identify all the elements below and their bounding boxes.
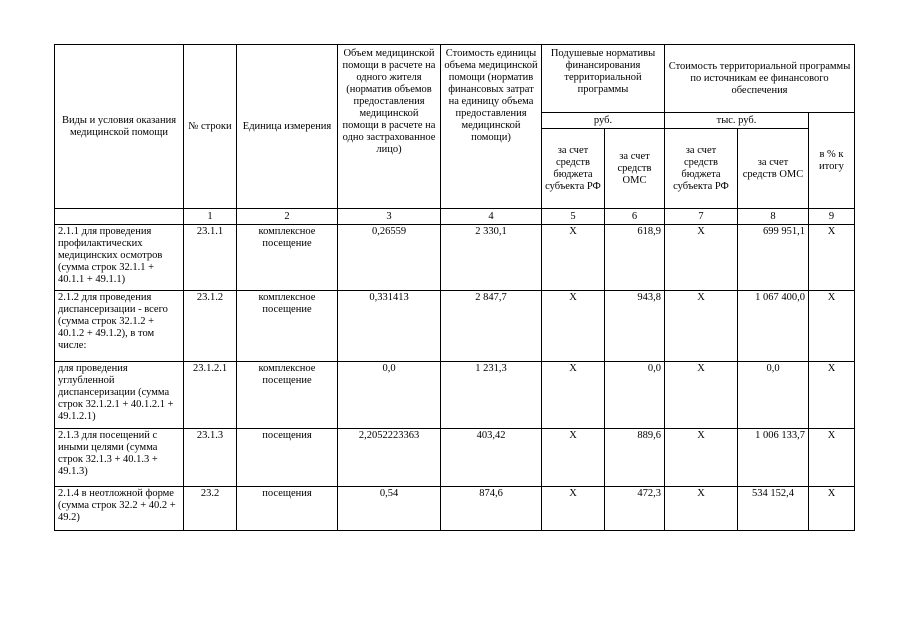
row-tp-oms: 0,0 [738, 362, 809, 429]
row-tp-percent: X [809, 362, 855, 429]
row-cost: 874,6 [441, 487, 542, 531]
header-unit: Единица измерения [237, 45, 338, 209]
row-tp-oms: 1 006 133,7 [738, 429, 809, 487]
header-row-no: № строки [184, 45, 237, 209]
row-tp-budget: X [665, 291, 738, 362]
table-row [55, 487, 855, 531]
header-percent: в % к итогу [809, 113, 855, 209]
column-number: 2 [237, 209, 338, 225]
header-tp-budget: за счет средств бюджета субъекта РФ [665, 129, 738, 209]
column-number: 3 [338, 209, 441, 225]
column-number: 1 [184, 209, 237, 225]
row-tp-percent: X [809, 429, 855, 487]
header-volume: Объем медицинской помощи в расчете на одного жителя (норматив объемов предоставления медицинской помощи в расчете на одно застрахованное лицо) [338, 45, 441, 209]
header-program-cost: Стоимость территориальной программы по источникам ее финансового обеспечения [665, 45, 855, 113]
row-unit: комплексное посещение [237, 291, 338, 362]
row-tp-budget: X [665, 429, 738, 487]
column-number-blank [55, 209, 184, 225]
header-unit-rub: руб. [542, 113, 665, 129]
row-number: 23.1.2.1 [184, 362, 237, 429]
row-tp-oms: 1 067 400,0 [738, 291, 809, 362]
header-cost: Стоимость единицы объема медицинской помощи (норматив финансовых затрат на единицу объема предоставления медицинской помощи) [441, 45, 542, 209]
header-per-capita: Подушевые нормативы финансирования территориальной программы [542, 45, 665, 113]
row-volume: 0,0 [338, 362, 441, 429]
column-number: 9 [809, 209, 855, 225]
header-tp-oms: за счет средств ОМС [738, 129, 809, 209]
row-tp-oms: 699 951,1 [738, 225, 809, 291]
header-pc-oms: за счет средств ОМС [605, 129, 665, 209]
row-cost: 1 231,3 [441, 362, 542, 429]
row-volume: 0,26559 [338, 225, 441, 291]
row-unit: комплексное посещение [237, 225, 338, 291]
row-kind: 2.1.2 для проведения диспансеризации - всего (сумма строк 32.1.2 + 40.1.2 + 49.1.2), в том числе: [55, 291, 184, 362]
column-number: 8 [738, 209, 809, 225]
row-volume: 0,331413 [338, 291, 441, 362]
row-number: 23.1.2 [184, 291, 237, 362]
row-kind: 2.1.3 для посещений с иными целями (сумма строк 32.1.3 + 40.1.3 + 49.1.3) [55, 429, 184, 487]
table-row [55, 225, 855, 291]
header-unit-thousand-rub: тыс. руб. [665, 113, 809, 129]
row-cost: 2 847,7 [441, 291, 542, 362]
row-pc-budget: X [542, 487, 605, 531]
row-kind: 2.1.4 в неотложной форме (сумма строк 32.2 + 40.2 + 49.2) [55, 487, 184, 531]
row-volume: 0,54 [338, 487, 441, 531]
row-tp-budget: X [665, 362, 738, 429]
table-row [55, 291, 855, 362]
row-pc-oms: 943,8 [605, 291, 665, 362]
row-volume: 2,2052223363 [338, 429, 441, 487]
row-unit: посещения [237, 487, 338, 531]
row-tp-percent: X [809, 291, 855, 362]
table-row [55, 362, 855, 429]
row-kind: для проведения углубленной диспансеризации (сумма строк 32.1.2.1 + 40.1.2.1 + 49.1.2.1) [55, 362, 184, 429]
row-tp-budget: X [665, 487, 738, 531]
header-kinds: Виды и условия оказания медицинской помощи [55, 45, 184, 209]
row-tp-oms: 534 152,4 [738, 487, 809, 531]
row-pc-oms: 889,6 [605, 429, 665, 487]
financing-table [54, 44, 855, 531]
row-pc-budget: X [542, 291, 605, 362]
row-number: 23.1.3 [184, 429, 237, 487]
row-cost: 2 330,1 [441, 225, 542, 291]
row-number: 23.2 [184, 487, 237, 531]
header-pc-budget: за счет средств бюджета субъекта РФ [542, 129, 605, 209]
row-pc-oms: 618,9 [605, 225, 665, 291]
row-unit: комплексное посещение [237, 362, 338, 429]
row-pc-budget: X [542, 225, 605, 291]
row-tp-budget: X [665, 225, 738, 291]
column-number: 6 [605, 209, 665, 225]
column-number: 5 [542, 209, 605, 225]
table-row [55, 429, 855, 487]
row-tp-percent: X [809, 487, 855, 531]
row-unit: посещения [237, 429, 338, 487]
row-number: 23.1.1 [184, 225, 237, 291]
row-pc-oms: 0,0 [605, 362, 665, 429]
row-tp-percent: X [809, 225, 855, 291]
row-pc-budget: X [542, 429, 605, 487]
row-pc-oms: 472,3 [605, 487, 665, 531]
row-kind: 2.1.1 для проведения профилактических медицинских осмотров (сумма строк 32.1.1 + 40.1.1 + 49.1.1) [55, 225, 184, 291]
column-number: 7 [665, 209, 738, 225]
row-pc-budget: X [542, 362, 605, 429]
column-number: 4 [441, 209, 542, 225]
row-cost: 403,42 [441, 429, 542, 487]
